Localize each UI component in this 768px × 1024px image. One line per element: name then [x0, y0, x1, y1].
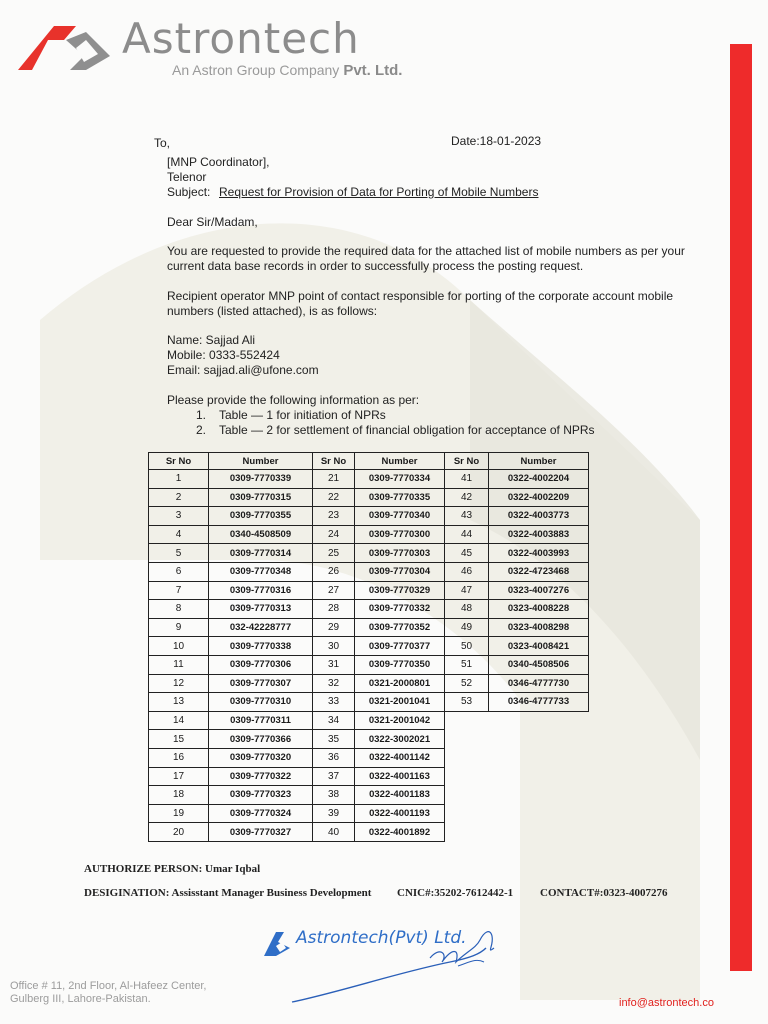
empty-cell — [445, 730, 589, 749]
sr-no-cell: 7 — [149, 581, 209, 600]
sr-no-cell: 14 — [149, 711, 209, 730]
sr-no-cell: 2 — [149, 488, 209, 507]
sr-no-cell: 9 — [149, 618, 209, 637]
sr-no-cell: 11 — [149, 655, 209, 674]
empty-cell — [445, 804, 589, 823]
number-cell: 0309-7770377 — [355, 637, 445, 656]
sr-no-cell: 48 — [445, 600, 489, 619]
sr-no-cell: 1 — [149, 470, 209, 489]
sr-no-cell: 19 — [149, 804, 209, 823]
table-row — [149, 507, 589, 526]
table-row — [149, 544, 589, 563]
number-cell: 0309-7770334 — [355, 470, 445, 489]
list-item-text: Table — 2 for settlement of financial obligation for acceptance of NPRs — [219, 423, 595, 437]
contact-number: CONTACT#:0323-4007276 — [540, 887, 668, 899]
empty-cell — [445, 767, 589, 786]
table-row — [149, 730, 589, 749]
astrontech-logo-icon — [14, 18, 114, 74]
list-item-text: Table — 1 for initiation of NPRs — [219, 408, 386, 422]
paragraph-1-line-2: current data base records in order to successfully process the posting request. — [167, 259, 584, 273]
sr-no-cell: 12 — [149, 674, 209, 693]
list-item-number: 2. — [196, 423, 207, 437]
sr-no-cell: 46 — [445, 562, 489, 581]
sr-no-cell: 50 — [445, 637, 489, 656]
number-cell: 032-42228777 — [209, 618, 313, 637]
empty-cell — [445, 748, 589, 767]
number-cell: 0309-7770311 — [209, 711, 313, 730]
number-cell: 0309-7770332 — [355, 600, 445, 619]
table-row — [149, 748, 589, 767]
table-body — [149, 470, 589, 842]
number-cell: 0309-7770316 — [209, 581, 313, 600]
number-cell: 0321-2001042 — [355, 711, 445, 730]
number-cell: 0309-7770348 — [209, 562, 313, 581]
number-cell: 0309-7770366 — [209, 730, 313, 749]
list-item-number: 1. — [196, 408, 207, 422]
sr-no-cell: 51 — [445, 655, 489, 674]
number-cell: 0340-4508506 — [489, 655, 589, 674]
table-row — [149, 488, 589, 507]
sr-no-cell: 13 — [149, 693, 209, 712]
number-cell: 0323-4008421 — [489, 637, 589, 656]
designation: DESIGINATION: Assisstant Manager Business Development — [84, 887, 372, 899]
table-row — [149, 562, 589, 581]
number-cell: 0321-2000801 — [355, 674, 445, 693]
to-line: To, — [154, 136, 171, 150]
sr-no-cell: 39 — [313, 804, 355, 823]
cnic-number: CNIC#:35202-7612442-1 — [397, 887, 514, 899]
number-cell: 0309-7770310 — [209, 693, 313, 712]
sr-no-cell: 10 — [149, 637, 209, 656]
number-cell: 0309-7770322 — [209, 767, 313, 786]
number-cell: 0323-4008228 — [489, 600, 589, 619]
number-cell: 0309-7770339 — [209, 470, 313, 489]
sr-no-cell: 44 — [445, 525, 489, 544]
number-cell: 0309-7770338 — [209, 637, 313, 656]
number-cell: 0309-7770335 — [355, 488, 445, 507]
number-cell: 0309-7770314 — [209, 544, 313, 563]
paragraph-2-line-2: numbers (listed attached), is as follows: — [167, 304, 378, 318]
sr-no-cell: 26 — [313, 562, 355, 581]
number-cell: 0309-7770329 — [355, 581, 445, 600]
number-cell: 0322-4723468 — [489, 562, 589, 581]
table-header-row — [149, 453, 589, 470]
column-header: Number — [209, 453, 313, 470]
empty-cell — [445, 711, 589, 730]
paragraph-2-line-1: Recipient operator MNP point of contact responsible for porting of the corporate account mobile — [167, 289, 674, 303]
number-cell: 0322-4003883 — [489, 525, 589, 544]
column-header: Sr No — [149, 453, 209, 470]
number-cell: 0309-7770304 — [355, 562, 445, 581]
number-cell: 0309-7770315 — [209, 488, 313, 507]
contact-mobile: Mobile: 0333-552424 — [167, 348, 280, 362]
sr-no-cell: 36 — [313, 748, 355, 767]
table-row — [149, 655, 589, 674]
authorize-person: AUTHORIZE PERSON: Umar Iqbal — [84, 863, 261, 875]
recipient-line2: Telenor — [167, 170, 207, 184]
signature-scribble — [280, 918, 510, 1010]
sr-no-cell: 17 — [149, 767, 209, 786]
number-cell: 0309-7770300 — [355, 525, 445, 544]
number-cell: 0322-4002209 — [489, 488, 589, 507]
sr-no-cell: 38 — [313, 786, 355, 805]
sr-no-cell: 52 — [445, 674, 489, 693]
sr-no-cell: 53 — [445, 693, 489, 712]
sr-no-cell: 23 — [313, 507, 355, 526]
number-cell: 0309-7770350 — [355, 655, 445, 674]
sr-no-cell: 16 — [149, 748, 209, 767]
empty-cell — [445, 786, 589, 805]
sr-no-cell: 20 — [149, 823, 209, 842]
table-row — [149, 767, 589, 786]
brand-tagline: An Astron Group Company Pvt. Ltd. — [172, 62, 403, 79]
sr-no-cell: 31 — [313, 655, 355, 674]
sr-no-cell: 32 — [313, 674, 355, 693]
sr-no-cell: 4 — [149, 525, 209, 544]
empty-cell — [445, 823, 589, 842]
table-row — [149, 786, 589, 805]
number-cell: 0309-7770324 — [209, 804, 313, 823]
number-cell: 0322-3002021 — [355, 730, 445, 749]
column-header: Number — [355, 453, 445, 470]
table-row — [149, 804, 589, 823]
sr-no-cell: 6 — [149, 562, 209, 581]
number-cell: 0309-7770307 — [209, 674, 313, 693]
sr-no-cell: 24 — [313, 525, 355, 544]
table-row — [149, 693, 589, 712]
red-side-bar — [730, 44, 752, 971]
column-header: Sr No — [313, 453, 355, 470]
number-cell: 0346-4777733 — [489, 693, 589, 712]
sr-no-cell: 43 — [445, 507, 489, 526]
sr-no-cell: 18 — [149, 786, 209, 805]
table-row — [149, 823, 589, 842]
table-row — [149, 674, 589, 693]
footer-email: info@astrontech.co — [619, 997, 714, 1009]
number-cell: 0322-4001183 — [355, 786, 445, 805]
brand-name: Astrontech — [122, 14, 360, 63]
sr-no-cell: 5 — [149, 544, 209, 563]
sr-no-cell: 15 — [149, 730, 209, 749]
sr-no-cell: 34 — [313, 711, 355, 730]
sr-no-cell: 42 — [445, 488, 489, 507]
column-header: Number — [489, 453, 589, 470]
sr-no-cell: 25 — [313, 544, 355, 563]
sr-no-cell: 49 — [445, 618, 489, 637]
number-cell: 0322-4002204 — [489, 470, 589, 489]
number-cell: 0309-7770327 — [209, 823, 313, 842]
contact-name: Name: Sajjad Ali — [167, 333, 256, 347]
subject-text: Request for Provision of Data for Porting of Mobile Numbers — [219, 185, 539, 199]
sr-no-cell: 47 — [445, 581, 489, 600]
mobile-numbers-table — [148, 452, 589, 842]
table-row — [149, 637, 589, 656]
sr-no-cell: 8 — [149, 600, 209, 619]
number-cell: 0323-4007276 — [489, 581, 589, 600]
number-cell: 0322-4003993 — [489, 544, 589, 563]
sr-no-cell: 45 — [445, 544, 489, 563]
sr-no-cell: 40 — [313, 823, 355, 842]
number-cell: 0322-4001892 — [355, 823, 445, 842]
number-cell: 0322-4001163 — [355, 767, 445, 786]
sr-no-cell: 33 — [313, 693, 355, 712]
table-row — [149, 600, 589, 619]
number-cell: 0323-4008298 — [489, 618, 589, 637]
sr-no-cell: 30 — [313, 637, 355, 656]
column-header: Sr No — [445, 453, 489, 470]
letter-date: Date:18-01-2023 — [451, 134, 542, 148]
number-cell: 0346-4777730 — [489, 674, 589, 693]
number-cell: 0309-7770306 — [209, 655, 313, 674]
table-row — [149, 711, 589, 730]
number-cell: 0322-4001142 — [355, 748, 445, 767]
company-stamp: Astrontech(Pvt) Ltd. — [296, 928, 467, 948]
sr-no-cell: 37 — [313, 767, 355, 786]
table-row — [149, 525, 589, 544]
sr-no-cell: 28 — [313, 600, 355, 619]
number-cell: 0309-7770313 — [209, 600, 313, 619]
number-cell: 0309-7770352 — [355, 618, 445, 637]
sr-no-cell: 21 — [313, 470, 355, 489]
subject-label: Subject: — [167, 185, 211, 199]
sr-no-cell: 29 — [313, 618, 355, 637]
number-cell: 0309-7770303 — [355, 544, 445, 563]
paragraph-1-line-1: You are requested to provide the required data for the attached list of mobile numbers as per your — [167, 244, 685, 258]
sr-no-cell: 27 — [313, 581, 355, 600]
recipient-line1: [MNP Coordinator], — [167, 155, 270, 169]
table-row — [149, 618, 589, 637]
number-cell: 0309-7770340 — [355, 507, 445, 526]
number-cell: 0321-2001041 — [355, 693, 445, 712]
sr-no-cell: 41 — [445, 470, 489, 489]
sr-no-cell: 3 — [149, 507, 209, 526]
number-cell: 0340-4508509 — [209, 525, 313, 544]
info-intro: Please provide the following information as per: — [167, 393, 420, 407]
contact-email: Email: sajjad.ali@ufone.com — [167, 363, 319, 377]
salutation: Dear Sir/Madam, — [167, 215, 258, 229]
number-cell: 0309-7770355 — [209, 507, 313, 526]
table-row — [149, 470, 589, 489]
sr-no-cell: 35 — [313, 730, 355, 749]
number-cell: 0309-7770323 — [209, 786, 313, 805]
footer-address: Office # 11, 2nd Floor, Al-Hafeez Center, Gulberg III, Lahore-Pakistan. — [10, 980, 207, 1005]
number-cell: 0309-7770320 — [209, 748, 313, 767]
number-cell: 0322-4001193 — [355, 804, 445, 823]
sr-no-cell: 22 — [313, 488, 355, 507]
table-row — [149, 581, 589, 600]
number-cell: 0322-4003773 — [489, 507, 589, 526]
